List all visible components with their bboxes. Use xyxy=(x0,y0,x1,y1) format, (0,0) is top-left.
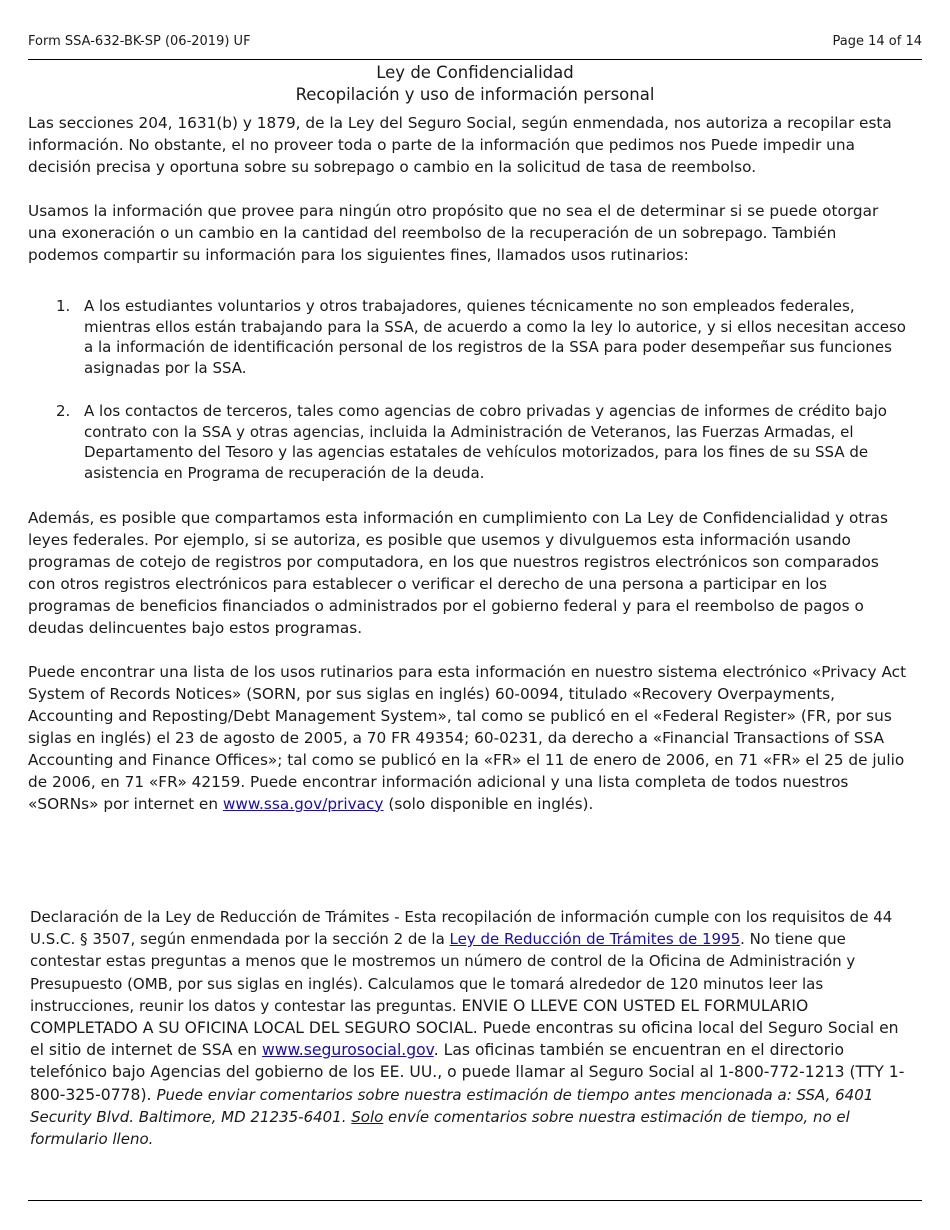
paperwork-contact: . Las oficinas también se encuentran en el directorio telefónico bajo Agencias del gobierno de los EE. UU., o puede llamar al Seguro Social al 1-800-772-1213 (TTY 1-800-325-0778). xyxy=(30,1041,905,1104)
comments-note: envíe comentarios sobre nuestra estimación de tiempo, no el formulario lleno. xyxy=(30,1107,850,1149)
list-item-text: A los contactos de terceros, tales como agencias de cobro privadas y agencias de informes de crédito bajo contrato con la SSA y otras agencias, incluida la Administración de Veteranos, las Fuerzas Armadas, el Departamento del Tesoro y las agencias estatales de vehículos motorizados, para los fines de su SSA de asistencia en Programa de recuperación de la deuda. xyxy=(84,401,887,482)
list-item-number: 2. xyxy=(56,401,71,420)
segurosocial-link[interactable]: www.segurosocial.gov xyxy=(261,1041,434,1060)
subtitle-collection-use: Recopilación y uso de información personal xyxy=(295,85,655,104)
paperwork-text: . No tiene que contestar estas preguntas a menos que le mostremos un número de control de la Oficina de Administración y Presupuesto (OMB, por sus siglas en inglés). Calculamos que le tomará alrededor de 120 minutos leer las instrucciones, reunir los datos y contestar las preguntas. xyxy=(30,930,856,1015)
list-item xyxy=(28,401,910,484)
page-header xyxy=(28,34,922,49)
paragraph-sharing: Además, es posible que compartamos esta información en cumplimiento con La Ley de Confidencialidad y otras leyes federales. Por ejemplo, si se autoriza, es posible que usemos y divulguemos esta información usando programas de cotejo de registros por computadora, en los que nuestros registros electrónicos son comparados con otros registros electrónicos para establecer o verificar el derecho de una persona a participar en los programas de beneficios financiados o administrados por el gobierno federal y para el reembolso de pagos o deudas delincuentes bajo estos programas. xyxy=(28,508,889,637)
section-titles xyxy=(28,62,922,106)
paperwork-reduction-statement xyxy=(30,906,916,1150)
title-privacy-act: Ley de Confidencialidad xyxy=(376,63,574,82)
solo-emphasis: Solo xyxy=(351,1107,384,1126)
list-item-text: A los estudiantes voluntarios y otros trabajadores, quienes técnicamente no son empleados federales, mientras ellos están trabajando para la SSA, de acuerdo a como la ley lo autorice, y si ellos necesitan acceso a la información de identificación personal de los registros de la SSA para poder desempeñar sus funciones asignadas por la SSA. xyxy=(84,297,906,378)
list-item-number: 1. xyxy=(56,297,71,315)
paragraph-purpose: Usamos la información que provee para ningún otro propósito que no sea el de determinar si se puede otorgar una exoneración o un cambio en la cantidad del reembolso de la recuperación de un sobrepago. También podemos compartir su información para los siguientes fines, llamados usos rutinarios: xyxy=(28,202,879,264)
paperwork-instructions: ENVIE O LLEVE CON USTED EL FORMULARIO COMPLETADO A SU OFICINA LOCAL DEL SEGURO SOCIAL. Puede encontras su oficina local del Seguro Social en el sitio de internet de SSA en xyxy=(30,996,899,1060)
paragraph-sorn xyxy=(28,661,910,815)
comments-address: Puede enviar comentarios sobre nuestra estimación de tiempo antes mencionada a: SSA, 6401 Security Blvd. Baltimore, MD 21235-6401. xyxy=(30,1085,874,1126)
paperwork-text: - Esta recopilación de información cumple con los requisitos de 44 U.S.C. § 3507, según enmendada por la sección 2 de la xyxy=(30,908,893,949)
paperwork-heading: Declaración de la Ley de Reducción de Trámites xyxy=(30,908,390,926)
sorn-text-tail: (solo disponible en inglés). xyxy=(383,794,594,813)
page-number: Page 14 of 14 xyxy=(832,34,922,49)
paperwork-act-link[interactable]: Ley de Reducción de Trámites de 1995 xyxy=(449,930,741,949)
header-divider xyxy=(28,59,922,60)
form-id: Form SSA-632-BK-SP (06-2019) UF xyxy=(28,34,251,49)
privacy-act-body xyxy=(28,112,910,815)
paragraph-authority: Las secciones 204, 1631(b) y 1879, de la Ley del Seguro Social, según enmendada, nos autoriza a recopilar esta información. No obstante, el no proveer toda o parte de la información que pedimos nos Puede impedir una decisión precisa y oportuna sobre su sobrepago o cambio en la solicitud de tasa de reembolso. xyxy=(28,114,892,176)
footer-divider xyxy=(28,1200,922,1201)
routine-uses-list xyxy=(28,296,910,484)
list-item xyxy=(28,296,910,379)
privacy-link[interactable]: www.ssa.gov/privacy xyxy=(222,794,384,813)
sorn-text: Puede encontrar una lista de los usos rutinarios para esta información en nuestro sistema electrónico «Privacy Act System of Records Notices» (SORN, por sus siglas en inglés) 60-0094, titulado «Recovery Overpayments, Accounting and Reposting/Debt Management System», tal como se publicó en el «Federal Register» (FR, por sus siglas en inglés) el 23 de agosto de 2005, a 70 FR 49354; 60-0231, da derecho a «Financial Transactions of SSA Accounting and Finance Offices»; tal como se publicó en la «FR» el 11 de enero de 2006, en 71 «FR» el 25 de julio de 2006, en 71 «FR» 42159. Puede encontrar información adicional y una lista completa de todos nuestros «SORNs» por internet en xyxy=(28,662,907,813)
